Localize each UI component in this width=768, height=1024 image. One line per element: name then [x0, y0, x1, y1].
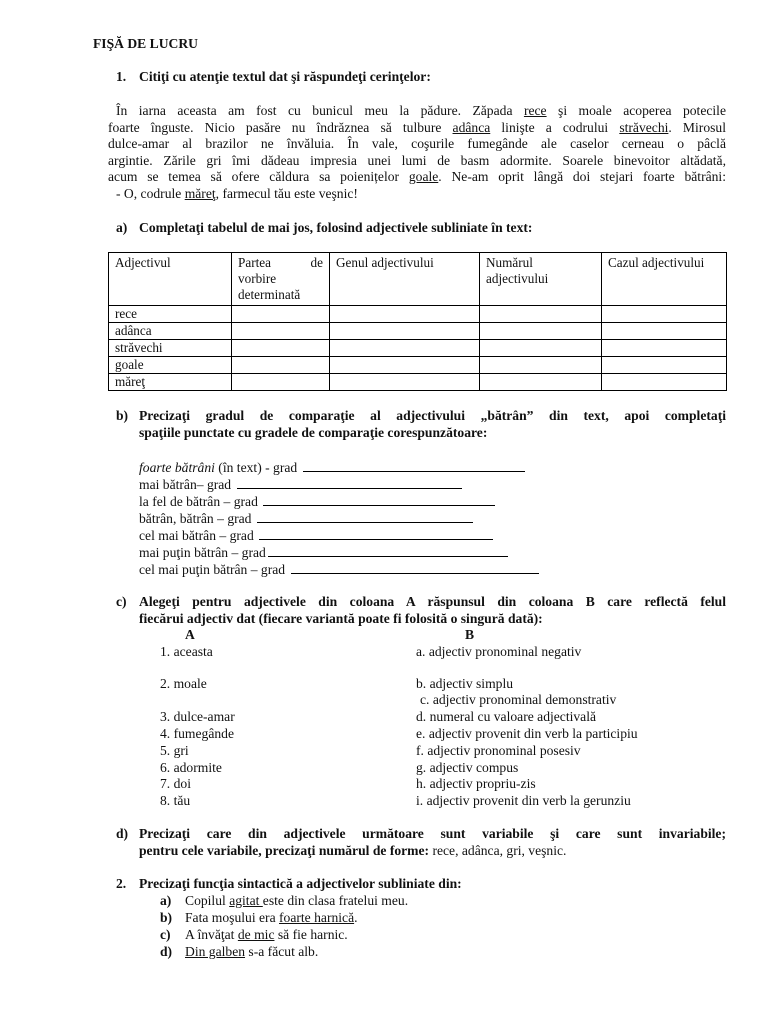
- q2-item-label: a): [160, 893, 172, 908]
- task-d-label: d): [116, 826, 129, 841]
- column-b-item: g. adjectiv compus: [416, 760, 519, 775]
- table-cell-adjective: adânca: [109, 323, 232, 340]
- degree-item-1: foarte bătrâni (în text) - grad: [139, 459, 525, 477]
- table-cell-empty[interactable]: [232, 340, 330, 357]
- answer-blank[interactable]: [237, 476, 462, 489]
- table-row: [109, 323, 727, 340]
- degree-item-5: cel mai bătrân – grad: [139, 527, 493, 545]
- table-cell-empty[interactable]: [480, 374, 602, 391]
- table-header: Adjectivul: [109, 253, 232, 306]
- answer-blank[interactable]: [303, 459, 525, 472]
- column-a-item: 3. dulce-amar: [160, 709, 235, 724]
- question-2-instruction: Precizaţi funcţia sintactică a adjectivelor subliniate din:: [139, 876, 462, 891]
- question-2-number: 2.: [116, 876, 127, 891]
- table-cell-empty[interactable]: [480, 306, 602, 323]
- underlined-adjective-maret: măreţ: [184, 186, 216, 201]
- task-b-label: b): [116, 408, 129, 423]
- question-1-number: 1.: [116, 69, 127, 84]
- table-row: [109, 374, 727, 391]
- task-c-label: c): [116, 594, 127, 609]
- degree-item-6: mai puţin bătrân – grad: [139, 544, 508, 562]
- column-a-item: 1. aceasta: [160, 644, 213, 659]
- table-header: Genul adjectivului: [330, 253, 480, 306]
- column-b-item: c. adjectiv pronominal demonstrativ: [420, 692, 617, 707]
- degree-item-4: bătrân, bătrân – grad: [139, 510, 473, 528]
- answer-blank[interactable]: [268, 544, 508, 557]
- table-cell-adjective: rece: [109, 306, 232, 323]
- table-cell-empty[interactable]: [232, 306, 330, 323]
- table-row: [109, 357, 727, 374]
- table-header: Partea de vorbire determinată: [232, 253, 330, 306]
- answer-blank[interactable]: [259, 527, 493, 540]
- passage-line-4: argintie. Zările gri îmi dădeau impresia unei lumi de basm adormite. Soarele binevoitor altădată,: [108, 153, 726, 168]
- question-1-instruction: Citiţi cu atenţie textul dat şi răspundeţi cerinţelor:: [139, 69, 431, 84]
- column-b-item: d. numeral cu valoare adjectivală: [416, 709, 597, 724]
- column-a-item: 6. adormite: [160, 760, 222, 775]
- column-b-item: i. adjectiv provenit din verb la gerunziu: [416, 793, 631, 808]
- table-row: [109, 306, 727, 323]
- table-header-row: [109, 253, 727, 306]
- passage-line-1: În iarna aceasta am fost cu bunicul meu la pădure. Zăpada rece şi moale acoperea potecile: [116, 103, 726, 118]
- column-a-item: 5. gri: [160, 743, 189, 758]
- degree-item-7: cel mai puţin bătrân – grad: [139, 561, 539, 579]
- degree-item-2: mai bătrân– grad: [139, 476, 462, 494]
- table-cell-empty[interactable]: [602, 306, 727, 323]
- q2-item: A învăţat de mic să fie harnic.: [185, 927, 348, 942]
- underlined-adjective-goale: goale: [408, 169, 439, 184]
- adjective-table: [108, 252, 727, 391]
- column-a-item: 2. moale: [160, 676, 207, 691]
- underlined-adjective-stravechi: străvechi: [619, 120, 669, 135]
- column-a-item: 7. doi: [160, 776, 191, 791]
- task-d-line-2: pentru cele variabile, precizaţi numărul de forme: rece, adânca, gri, veşnic.: [139, 843, 567, 858]
- answer-blank[interactable]: [263, 493, 495, 506]
- table-cell-empty[interactable]: [232, 357, 330, 374]
- task-b-line-1: Precizaţi gradul de comparaţie al adjectivului „bătrân” din text, apoi completaţi: [139, 408, 726, 423]
- underlined-adjective-rece: rece: [523, 103, 547, 118]
- q2-item-label: d): [160, 944, 173, 959]
- passage-line-2: foarte înguste. Nicio pasăre nu îndrăznea să tulbure adânca linişte a codrului străvechi. Mirosul: [108, 120, 726, 135]
- column-b-heading: B: [465, 627, 475, 642]
- table-cell-empty[interactable]: [330, 374, 480, 391]
- table-cell-empty[interactable]: [232, 374, 330, 391]
- table-cell-empty[interactable]: [232, 323, 330, 340]
- column-b-item: f. adjectiv pronominal posesiv: [416, 743, 581, 758]
- column-b-item: e. adjectiv provenit din verb la participiu: [416, 726, 638, 741]
- q2-item: Copilul agitat este din clasa fratelui meu.: [185, 893, 409, 908]
- table-cell-adjective: goale: [109, 357, 232, 374]
- underlined-adjective-adanca: adânca: [452, 120, 491, 135]
- column-a-item: 8. tău: [160, 793, 191, 808]
- table-cell-empty[interactable]: [480, 340, 602, 357]
- passage-line-3: dulce-amar al brazilor ne învăluia. În vale, coşurile fumegânde ale caselor cerneau o pâclă: [108, 136, 726, 151]
- answer-blank[interactable]: [257, 510, 473, 523]
- task-a-text: Completaţi tabelul de mai jos, folosind adjectivele subliniate în text:: [139, 220, 533, 235]
- passage-line-6: - O, codrule măreţ, farmecul tău este veşnic!: [116, 186, 358, 201]
- table-cell-empty[interactable]: [330, 323, 480, 340]
- degree-item-3: la fel de bătrân – grad: [139, 493, 495, 511]
- column-b-item: a. adjectiv pronominal negativ: [416, 644, 582, 659]
- column-b-item: b. adjectiv simplu: [416, 676, 514, 691]
- column-a-item: 4. fumegânde: [160, 726, 234, 741]
- table-cell-empty[interactable]: [602, 340, 727, 357]
- table-cell-empty[interactable]: [330, 340, 480, 357]
- table-header: Cazul adjectivului: [602, 253, 727, 306]
- column-a-heading: A: [185, 627, 195, 642]
- q2-item: Fata moşului era foarte harnică.: [185, 910, 358, 925]
- table-row: [109, 340, 727, 357]
- task-b-line-2: spaţiile punctate cu gradele de comparaţie corespunzătoare:: [139, 425, 488, 440]
- task-c-line-2: fiecărui adjectiv dat (fiecare variantă poate fi folosită o singură dată):: [139, 611, 543, 626]
- table-cell-adjective: măreţ: [109, 374, 232, 391]
- column-b-item: h. adjectiv propriu-zis: [416, 776, 536, 791]
- task-a-label: a): [116, 220, 128, 235]
- q2-item-label: b): [160, 910, 173, 925]
- table-cell-empty[interactable]: [480, 323, 602, 340]
- table-cell-empty[interactable]: [330, 306, 480, 323]
- task-c-line-1: Alegeţi pentru adjectivele din coloana A răspunsul din coloana B care reflectă felul: [139, 594, 726, 609]
- q2-item-label: c): [160, 927, 171, 942]
- answer-blank[interactable]: [291, 561, 539, 574]
- page-title: FIŞĂ DE LUCRU: [93, 36, 198, 51]
- table-header: Numărul adjectivului: [480, 253, 602, 306]
- table-cell-empty[interactable]: [330, 357, 480, 374]
- table-cell-empty[interactable]: [602, 323, 727, 340]
- table-cell-empty[interactable]: [602, 357, 727, 374]
- table-cell-adjective: străvechi: [109, 340, 232, 357]
- task-d-line-1: Precizaţi care din adjectivele următoare sunt variabile şi care sunt invariabile;: [139, 826, 726, 841]
- passage-line-5: acum se temea să ofere căldura sa poienițelor goale. Ne-am oprit lângă doi stejari foarte bătrâni:: [108, 169, 726, 184]
- table-cell-empty[interactable]: [602, 374, 727, 391]
- table-cell-empty[interactable]: [480, 357, 602, 374]
- q2-item: Din galben s-a făcut alb.: [185, 944, 319, 959]
